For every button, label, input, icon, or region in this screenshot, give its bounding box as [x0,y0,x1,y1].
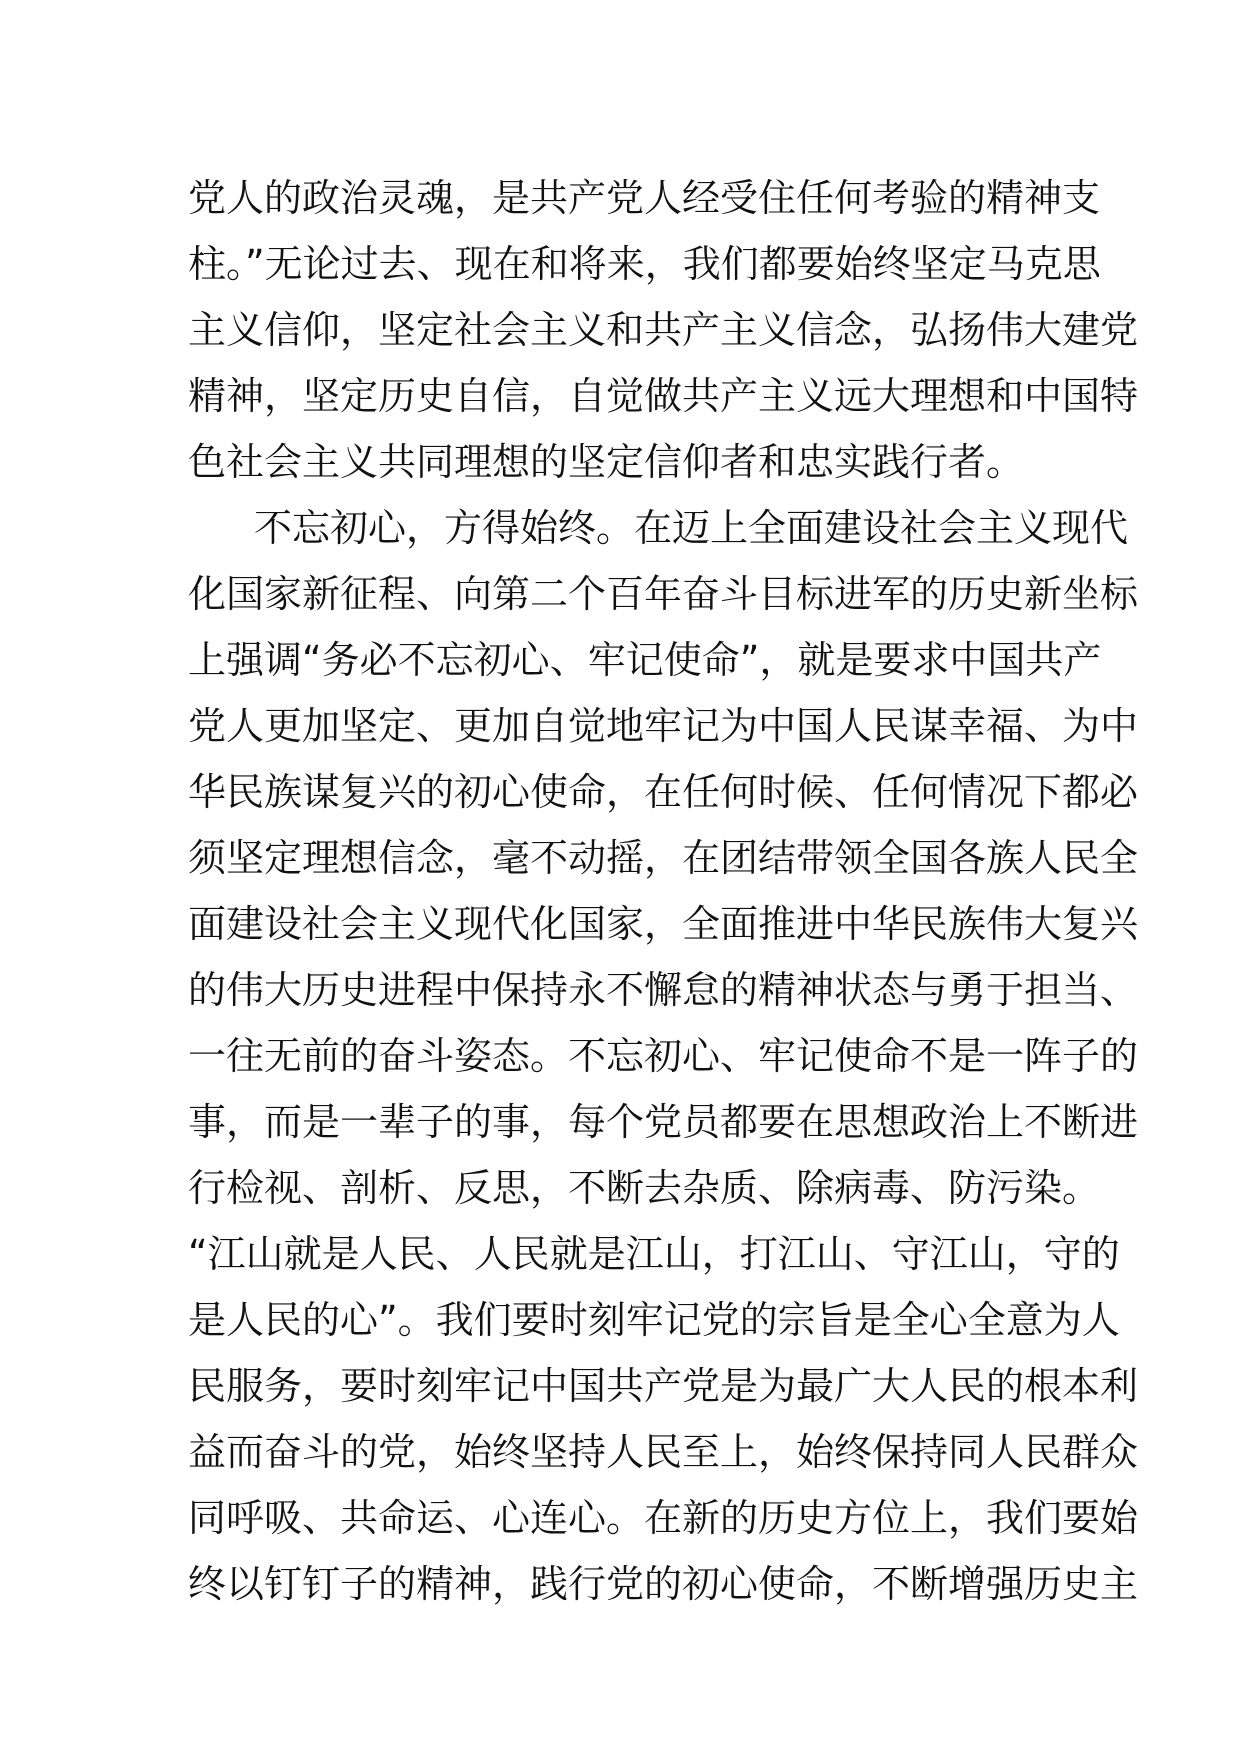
text-line: 化国家新征程、向第二个百年奋斗目标进军的历史新坐标 [188,572,1139,616]
text-line: 主义信仰，坚定社会主义和共产主义信念，弘扬伟大建党 [188,308,1139,352]
text-line: 上强调“务必不忘初心、牢记使命”，就是要求中国共产 [188,638,1102,682]
text-line: 色社会主义共同理想的坚定信仰者和忠实践行者。 [188,440,1025,484]
text-line: 终以钉钉子的精神，践行党的初心使命，不断增强历史主 [188,1562,1139,1606]
text-line: 党人的政治灵魂，是共产党人经受住任何考验的精神支 [188,176,1101,220]
text-line: “江山就是人民、人民就是江山，打江山、守江山，守的 [188,1232,1120,1276]
text-line: 面建设社会主义现代化国家，全面推进中华民族伟大复兴 [188,902,1139,946]
text-line: 须坚定理想信念，毫不动摇，在团结带领全国各族人民全 [188,836,1139,880]
text-line: 是人民的心”。我们要时刻牢记党的宗旨是全心全意为人 [188,1298,1120,1342]
text-line: 同呼吸、共命运、心连心。在新的历史方位上，我们要始 [188,1496,1139,1540]
paragraph-first-line: 不忘初心，方得始终。在迈上全面建设社会主义现代 [254,506,1129,550]
text-line: 一往无前的奋斗姿态。不忘初心、牢记使命不是一阵子的 [188,1034,1139,1078]
text-line: 民服务，要时刻牢记中国共产党是为最广大人民的根本利 [188,1364,1139,1408]
text-line: 党人更加坚定、更加自觉地牢记为中国人民谋幸福、为中 [188,704,1139,748]
text-line: 的伟大历史进程中保持永不懈怠的精神状态与勇于担当、 [188,968,1139,1012]
text-line: 事，而是一辈子的事，每个党员都要在思想政治上不断进 [188,1100,1139,1144]
text-line: 柱。”无论过去、现在和将来，我们都要始终坚定马克思 [188,242,1101,286]
body-text [188,165,1139,1617]
text-line: 益而奋斗的党，始终坚持人民至上，始终保持同人民群众 [188,1430,1139,1474]
text-line: 精神，坚定历史自信，自觉做共产主义远大理想和中国特 [188,374,1139,418]
text-line: 华民族谋复兴的初心使命，在任何时候、任何情况下都必 [188,770,1139,814]
text-line: 行检视、剖析、反思，不断去杂质、除病毒、防污染。 [188,1166,1101,1210]
